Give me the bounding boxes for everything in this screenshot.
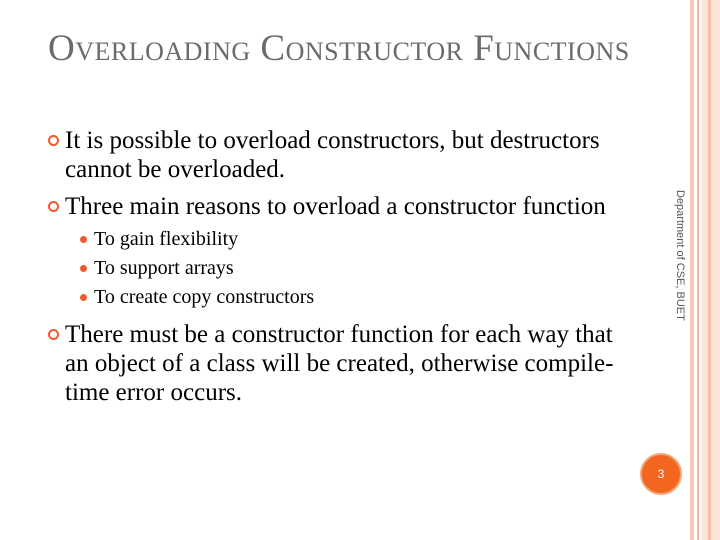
dot-bullet-icon — [80, 236, 87, 243]
decorative-stripe — [690, 0, 694, 540]
bullet-item — [48, 126, 633, 184]
slide-title: Overloading Constructor Functions — [48, 28, 630, 69]
sub-bullet-list — [65, 225, 633, 312]
sub-bullet-text: To support arrays — [94, 257, 234, 279]
bullet-text: It is possible to overload constructors, but destructors cannot be overloaded. — [65, 127, 600, 183]
sub-bullet-item — [65, 225, 633, 254]
dot-bullet-icon — [80, 294, 87, 301]
decorative-stripe — [708, 0, 711, 540]
page-number-badge: 3 — [640, 453, 682, 495]
bullet-text: There must be a constructor function for each way that an object of a class will be created, otherwise compile-time error occurs. — [65, 321, 614, 406]
bullet-item — [48, 320, 633, 407]
circle-bullet-icon — [48, 135, 59, 146]
sub-bullet-item — [65, 283, 633, 312]
bullet-list — [48, 126, 633, 415]
circle-bullet-icon — [48, 329, 59, 340]
bullet-text: Three main reasons to overload a constructor function — [65, 193, 606, 220]
sub-bullet-item — [65, 254, 633, 283]
decorative-stripe — [697, 0, 699, 540]
sub-bullet-text: To create copy constructors — [94, 286, 315, 308]
sub-bullet-text: To gain flexibility — [94, 228, 239, 250]
dot-bullet-icon — [80, 265, 87, 272]
decorative-stripe — [702, 0, 720, 540]
footer-department: Department of CSE, BUET — [674, 190, 686, 321]
bullet-item — [48, 192, 633, 312]
circle-bullet-icon — [48, 201, 59, 212]
